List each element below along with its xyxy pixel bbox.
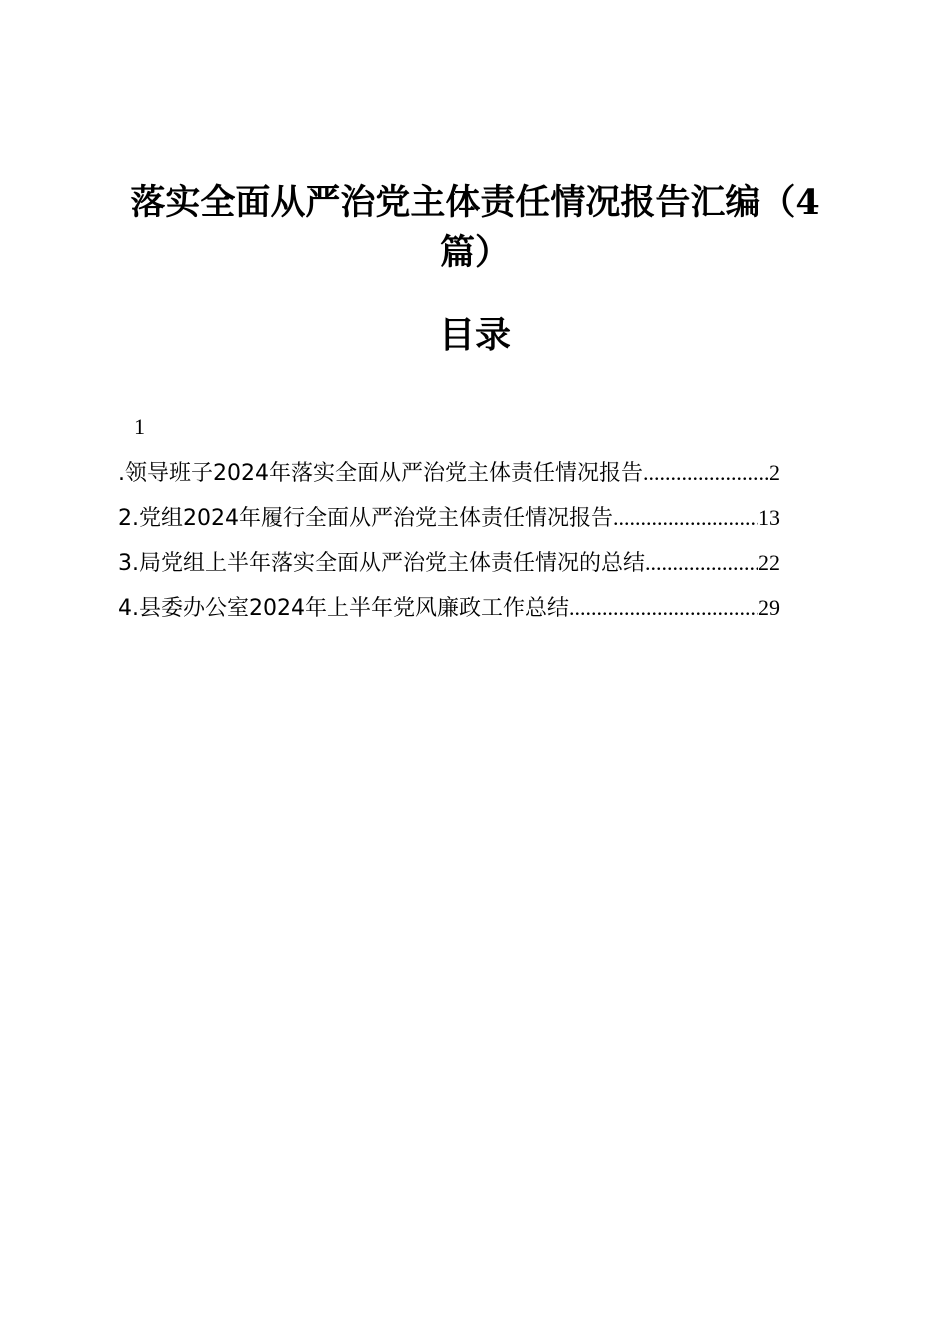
document-title: 落实全面从严治党主体责任情况报告汇编（4篇） [130,182,820,273]
toc-entry-title: 4.县委办公室2024年上半年党风廉政工作总结 [118,596,569,621]
toc-leader-dots [643,456,769,490]
toc-entry-page: 13 [758,505,780,530]
toc-entry[interactable] [118,546,780,580]
toc-leader-dots [569,591,758,625]
toc-entry-title: .领导班子2024年落实全面从严治党主体责任情况报告 [118,461,643,486]
toc-entry-title: 3.局党组上半年落实全面从严治党主体责任情况的总结 [118,551,645,576]
toc-entry-page: 22 [758,550,780,575]
toc-entry-page: 29 [758,595,780,620]
toc-entry-page: 2 [769,460,780,485]
toc-entry[interactable] [118,591,780,625]
toc-entry[interactable] [118,456,780,490]
toc-orphan-number: 1 [134,414,145,439]
toc-entry[interactable] [118,501,780,535]
toc-leader-dots [645,546,758,580]
toc-heading: 目录 [438,314,511,356]
toc-entry-title: 2.党组2024年履行全面从严治党主体责任情况报告 [118,506,613,531]
toc-leader-dots [613,501,758,535]
